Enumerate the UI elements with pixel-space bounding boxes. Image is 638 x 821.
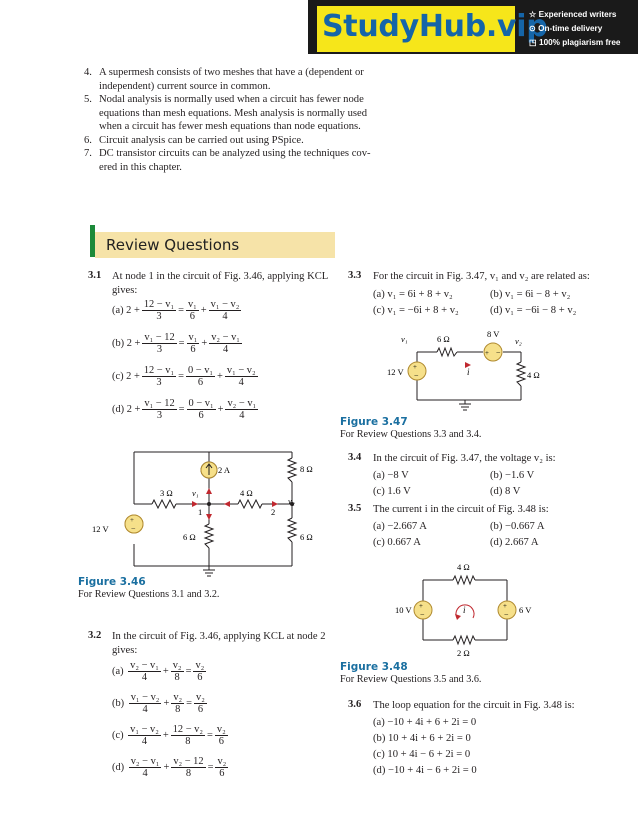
option-b: (b) v₁ = 6i − 8 + v₂ <box>490 289 571 300</box>
summary-list <box>84 66 414 174</box>
option-b: (b) −0.667 A <box>490 521 545 532</box>
svg-text:+: + <box>419 602 423 610</box>
question-number: 3.4 <box>348 452 362 463</box>
fraction: $\frac{\text{v₂}}{6}$ <box>195 660 205 683</box>
feature-experienced-writers: ☆ Experienced writers <box>529 10 617 19</box>
option-c: (c) v₁ = −6i + 8 + v₂ <box>373 305 459 316</box>
section-title: Review Questions <box>106 236 240 254</box>
node-2-label: 2 <box>271 507 276 517</box>
question-number: 3.2 <box>88 630 102 641</box>
option-a: (a) −2.667 A <box>373 521 427 532</box>
figure-3-47-title: Figure 3.47 <box>340 416 408 428</box>
svg-text:−: − <box>504 610 509 619</box>
figure-3-46-title: Figure 3.46 <box>78 576 146 588</box>
figure-3-48-title: Figure 3.48 <box>340 661 408 673</box>
option-d: (d) v₁ = −6i − 8 + v₂ <box>490 305 577 316</box>
figure-3-47-circuit <box>385 328 545 416</box>
fraction: $\frac{\text{v₁ − 12}}{3}$ <box>144 332 175 355</box>
source-12v-label: 12 V <box>387 367 404 377</box>
option-a: (a) −8 V <box>373 470 409 481</box>
studyhub-logo[interactable]: StudyHub.vip <box>322 9 548 44</box>
option-row: (b) $\frac{\text{v₁ − v₂}}{4}$ + $\frac{\text{v₂}}{8}$ = $\frac{\text{v₂}}{6}$ <box>112 692 205 715</box>
resistor-3-ohm-label: 3 Ω <box>160 488 173 498</box>
node-1-label: 1 <box>198 507 203 517</box>
option-d: (d) −10 + 4i − 6 + 2i = 0 <box>373 765 477 776</box>
resistor-2-ohm-label: 2 Ω <box>457 648 470 658</box>
svg-text:−: − <box>414 371 419 380</box>
svg-text:−: − <box>496 348 501 357</box>
option-d: (d) 2.667 A <box>490 537 539 548</box>
fraction: $\frac{\text{v₂ − v₁}}{4}$ <box>130 660 159 683</box>
fraction: $\frac{\text{v₂}}{6}$ <box>216 724 226 747</box>
fraction: $\frac{\text{v₂}}{8}$ <box>172 660 182 683</box>
question-text: The loop equation for the circuit in Fig. 3.48 is: <box>373 700 575 711</box>
current-i-label: i <box>467 367 470 377</box>
feature-on-time-delivery: ⊙ On-time delivery <box>529 24 603 33</box>
option-row: (d) $\frac{\text{v₂ − v₁}}{4}$ + $\frac{\text{v₂ − 12}}{8}$ = $\frac{\text{v₂}}{6}$ <box>112 756 227 779</box>
source-12v-label: 12 V <box>92 524 109 534</box>
resistor-6-ohm-label: 6 Ω <box>183 532 196 542</box>
list-item: 7. DC transistor circuits can be analyzed using the techniques cov- ered in this chapter. <box>84 148 371 173</box>
q32-options <box>112 660 230 788</box>
fraction: $\frac{\text{v₂}}{6}$ <box>196 692 205 715</box>
fraction: $\frac{\text{v₁ − v₂}}{4}$ <box>210 299 240 322</box>
option-d: (d) 8 V <box>490 486 521 497</box>
resistor-4-ohm-label: 4 Ω <box>527 370 540 380</box>
source-8v-label: 8 V <box>487 329 500 339</box>
source-6v-label: 6 V <box>519 605 532 615</box>
source-10v-label: 10 V <box>395 605 412 615</box>
option-row: (c) $\frac{\text{v₁ − v₂}}{4}$ + $\frac{\text{12 − v₂}}{8}$ = $\frac{\text{v₂}}{6}$ <box>112 724 226 747</box>
question-number: 3.3 <box>348 270 362 281</box>
option-a: (a) −10 + 4i + 6 + 2i = 0 <box>373 717 477 728</box>
figure-3-48-caption: For Review Questions 3.5 and 3.6. <box>340 674 482 685</box>
svg-text:−: − <box>420 610 425 619</box>
current-source-label: 2 A <box>218 465 231 475</box>
figure-3-47-caption: For Review Questions 3.3 and 3.4. <box>340 429 482 440</box>
figure-3-46-circuit <box>92 448 332 578</box>
resistor-6-ohm-label: 6 Ω <box>437 334 450 344</box>
figure-3-46-caption: For Review Questions 3.1 and 3.2. <box>78 589 220 600</box>
list-item: 4. A supermesh consists of two meshes that have a (dependent or independent) current source in common. <box>84 67 364 92</box>
svg-text:+: + <box>503 602 507 610</box>
resistor-4-ohm-label: 4 Ω <box>240 488 253 498</box>
question-number: 3.1 <box>88 270 102 281</box>
option-b: (b) 10 + 4i + 6 + 2i = 0 <box>373 733 471 744</box>
fraction: $\frac{\text{v₂ − v₁}}{4}$ <box>211 332 240 355</box>
option-row: (a) 2 + $\frac{\text{12 − v₁}}{3}$ = $\frac{\text{v₁}}{6}$ + $\frac{\text{v₁ − v₂}}{4}$ <box>112 299 240 322</box>
option-c: (c) 0.667 A <box>373 537 421 548</box>
node-v1-label: v₁ <box>401 334 408 344</box>
list-item: 5. Nodal analysis is normally used when a circuit has fewer node equations than mesh equations. Mesh analysis is normally used when a circuit has fewer mesh equations than node equations. <box>84 94 368 132</box>
fraction: $\frac{\text{v₁ − v₂}}{4}$ <box>130 692 160 715</box>
svg-text:+: + <box>485 349 489 357</box>
question-number: 3.6 <box>348 699 362 710</box>
fraction: $\frac{\text{v₁}}{6}$ <box>187 299 197 322</box>
fraction: $\frac{\text{v₂}}{8}$ <box>173 692 183 715</box>
node-v1-label: v₁ <box>192 488 199 498</box>
fraction: $\frac{\text{v₁}}{6}$ <box>188 332 198 355</box>
fraction: $\frac{\text{v₁ − v₂}}{4}$ <box>130 724 159 747</box>
svg-text:−: − <box>131 524 136 533</box>
option-row: (b) 2 + $\frac{\text{v₁ − 12}}{3}$ = $\frac{\text{v₁}}{6}$ + $\frac{\text{v₂ − v₁}}{4}$ <box>112 332 240 355</box>
option-a: (a) v₁ = 6i + 8 + v₂ <box>373 289 453 300</box>
fraction: $\frac{\text{0 − v₁}}{6}$ <box>188 398 214 421</box>
feature-plagiarism-free: ◳ 100% plagiarism free <box>529 38 621 47</box>
option-c: (c) 10 + 4i − 6 + 2i = 0 <box>373 749 471 760</box>
svg-text:+: + <box>130 516 134 524</box>
q31-options <box>112 299 260 431</box>
current-i-label: i <box>463 605 466 615</box>
node-v2-label: v₂ <box>515 336 522 346</box>
option-c: (c) 1.6 V <box>373 486 411 497</box>
question-text: The current i in the circuit of Fig. 3.48 is: <box>373 504 549 515</box>
option-row: (d) 2 + $\frac{\text{v₁ − 12}}{3}$ = $\frac{\text{0 − v₁}}{6}$ + $\frac{\text{v₂ − v₁}}{4}$ <box>112 398 257 421</box>
fraction: $\frac{\text{12 − v₂}}{8}$ <box>172 724 203 747</box>
option-row: (c) 2 + $\frac{\text{12 − v₁}}{3}$ = $\frac{\text{0 − v₁}}{6}$ + $\frac{\text{v₁ − v₂}}{4}$ <box>112 365 256 388</box>
fraction: $\frac{\text{v₂ − 12}}{8}$ <box>173 756 204 779</box>
fraction: $\frac{\text{0 − v₁}}{6}$ <box>187 365 214 388</box>
question-text: At node 1 in the circuit of Fig. 3.46, applying KCL gives: <box>112 271 329 296</box>
question-text: In the circuit of Fig. 3.47, the voltage v₂ is: <box>373 453 556 464</box>
fraction: $\frac{\text{v₂ − v₁}}{4}$ <box>227 398 257 421</box>
question-text: For the circuit in Fig. 3.47, v₁ and v₂ are related as: <box>373 271 590 282</box>
resistor-8-ohm-label: 8 Ω <box>300 464 313 474</box>
svg-text:+: + <box>413 363 417 371</box>
fraction: $\frac{\text{v₂ − v₁}}{4}$ <box>130 756 160 779</box>
resistor-6-ohm-right-label: 6 Ω <box>300 532 313 542</box>
fraction: $\frac{\text{v₁ − v₂}}{4}$ <box>226 365 256 388</box>
fraction: $\frac{\text{v₁ − 12}}{3}$ <box>144 398 175 421</box>
node-v2-label: v₂ <box>288 496 295 506</box>
option-b: (b) −1.6 V <box>490 470 535 481</box>
option-row: (a) $\frac{\text{v₂ − v₁}}{4}$ + $\frac{\text{v₂}}{8}$ = $\frac{\text{v₂}}{6}$ <box>112 660 205 683</box>
fraction: $\frac{\text{12 − v₁}}{3}$ <box>143 365 175 388</box>
resistor-4-ohm-label: 4 Ω <box>457 562 470 572</box>
question-number: 3.5 <box>348 503 362 514</box>
question-text: In the circuit of Fig. 3.46, applying KCL at node 2 gives: <box>112 631 326 656</box>
figure-3-48-circuit <box>393 560 543 660</box>
fraction: $\frac{\text{12 − v₁}}{3}$ <box>143 299 175 322</box>
list-item: 6. Circuit analysis can be carried out using PSpice. <box>84 134 304 146</box>
fraction: $\frac{\text{v₂}}{6}$ <box>217 756 227 779</box>
